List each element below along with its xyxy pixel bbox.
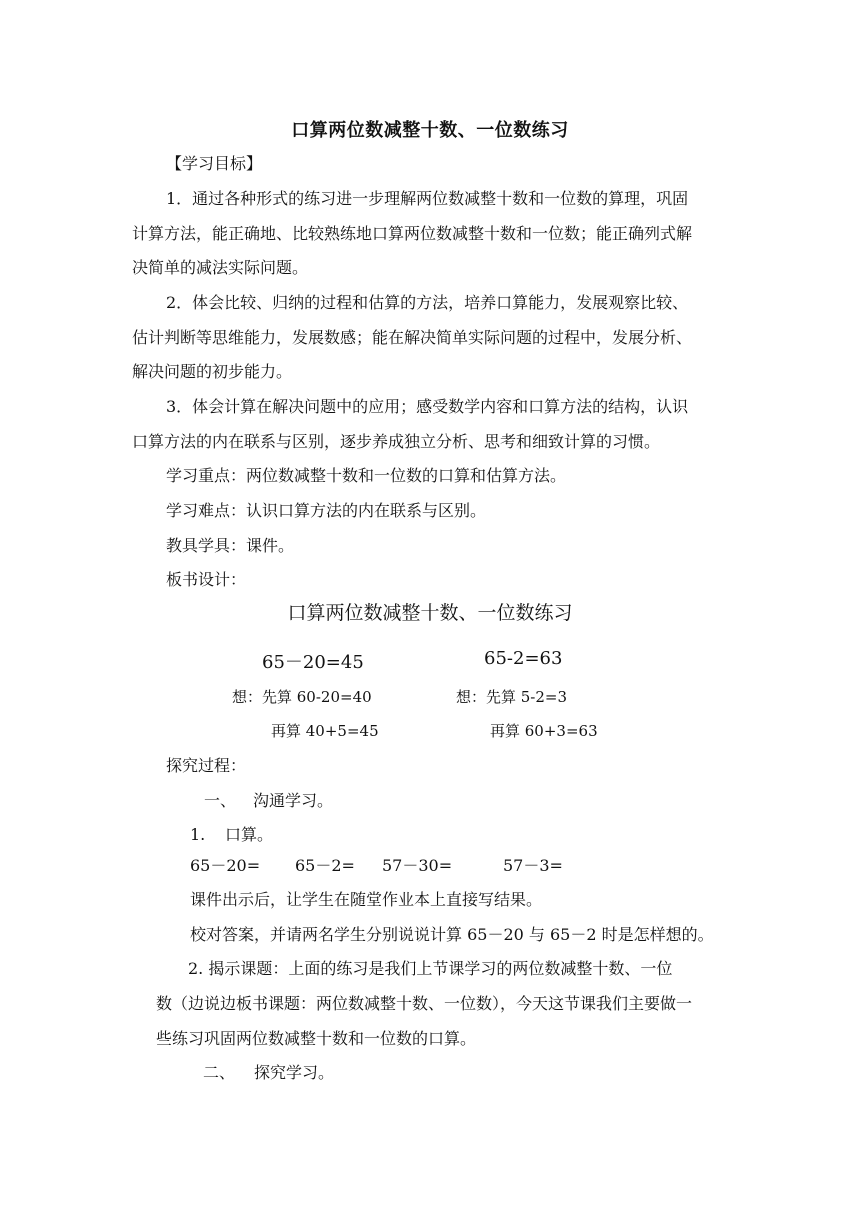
exercise-1: 65－20= — [190, 856, 261, 875]
page-title: 口算两位数减整十数、一位数练习 — [291, 120, 569, 141]
board-right-then: 再算 60+3=63 — [490, 722, 598, 740]
section-2-number: 二、 — [203, 1063, 236, 1082]
difficulty: 学习难点：认识口算方法的内在联系与区别。 — [166, 501, 487, 520]
note-1: 课件出示后，让学生在随堂作业本上直接写结果。 — [190, 890, 543, 909]
exercise-2: 65－2= — [295, 856, 355, 875]
objective-1-line-3: 决简单的减法实际问题。 — [132, 258, 309, 277]
objective-2-line-3: 解决问题的初步能力。 — [132, 362, 293, 381]
item-2-line-2: 数（边说边板书课题：两位数减整十数、一位数），今天这节课我们主要做一 — [156, 994, 693, 1013]
board-right-think: 想：先算 5-2=3 — [456, 688, 568, 706]
board-left-then: 再算 40+5=45 — [271, 722, 379, 740]
objective-1-line-2: 计算方法，能正确地、比较熟练地口算两位数减整十数和一位数；能正确列式解 — [132, 224, 693, 243]
item-2-line-1: 2. 揭示课题：上面的练习是我们上节课学习的两位数减整十数、一位 — [188, 959, 673, 978]
process-label: 探究过程： — [166, 756, 247, 775]
objectives-heading: 【学习目标】 — [166, 154, 263, 173]
exercise-4: 57－3= — [503, 856, 563, 875]
board-left-think: 想：先算 60-20=40 — [232, 688, 372, 706]
board-right-equation: 65-2=63 — [484, 648, 563, 669]
exercise-3: 57－30= — [382, 856, 453, 875]
board-title: 口算两位数减整十数、一位数练习 — [287, 602, 573, 624]
objective-3-line-1: 3．体会计算在解决问题中的应用；感受数学内容和口算方法的结构，认识 — [166, 397, 689, 416]
objective-1-line-1: 1．通过各种形式的练习进一步理解两位数减整十数和一位数的算理，巩固 — [166, 189, 689, 208]
item-1-number: 1. — [190, 825, 206, 844]
section-2-label: 探究学习。 — [254, 1063, 335, 1082]
objective-3-line-2: 口算方法的内在联系与区别，逐步养成独立分析、思考和细致计算的习惯。 — [132, 432, 661, 451]
item-1-label: 口算。 — [225, 825, 274, 844]
section-1-number: 一、 — [204, 791, 237, 810]
board-design-label: 板书设计： — [166, 570, 247, 589]
objective-2-line-2: 估计判断等思维能力，发展数感；能在解决简单实际问题的过程中，发展分析、 — [132, 328, 693, 347]
board-left-equation: 65－20=45 — [262, 652, 364, 673]
note-2: 校对答案，并请两名学生分别说说计算 65－20 与 65－2 时是怎样想的。 — [190, 925, 714, 944]
objective-2-line-1: 2．体会比较、归纳的过程和估算的方法，培养口算能力，发展观察比较、 — [166, 293, 689, 312]
section-1-label: 沟通学习。 — [253, 791, 334, 810]
key-point: 学习重点：两位数减整十数和一位数的口算和估算方法。 — [166, 466, 567, 485]
materials: 教具学具：课件。 — [166, 536, 295, 555]
item-2-line-3: 些练习巩固两位数减整十数和一位数的口算。 — [156, 1029, 477, 1048]
